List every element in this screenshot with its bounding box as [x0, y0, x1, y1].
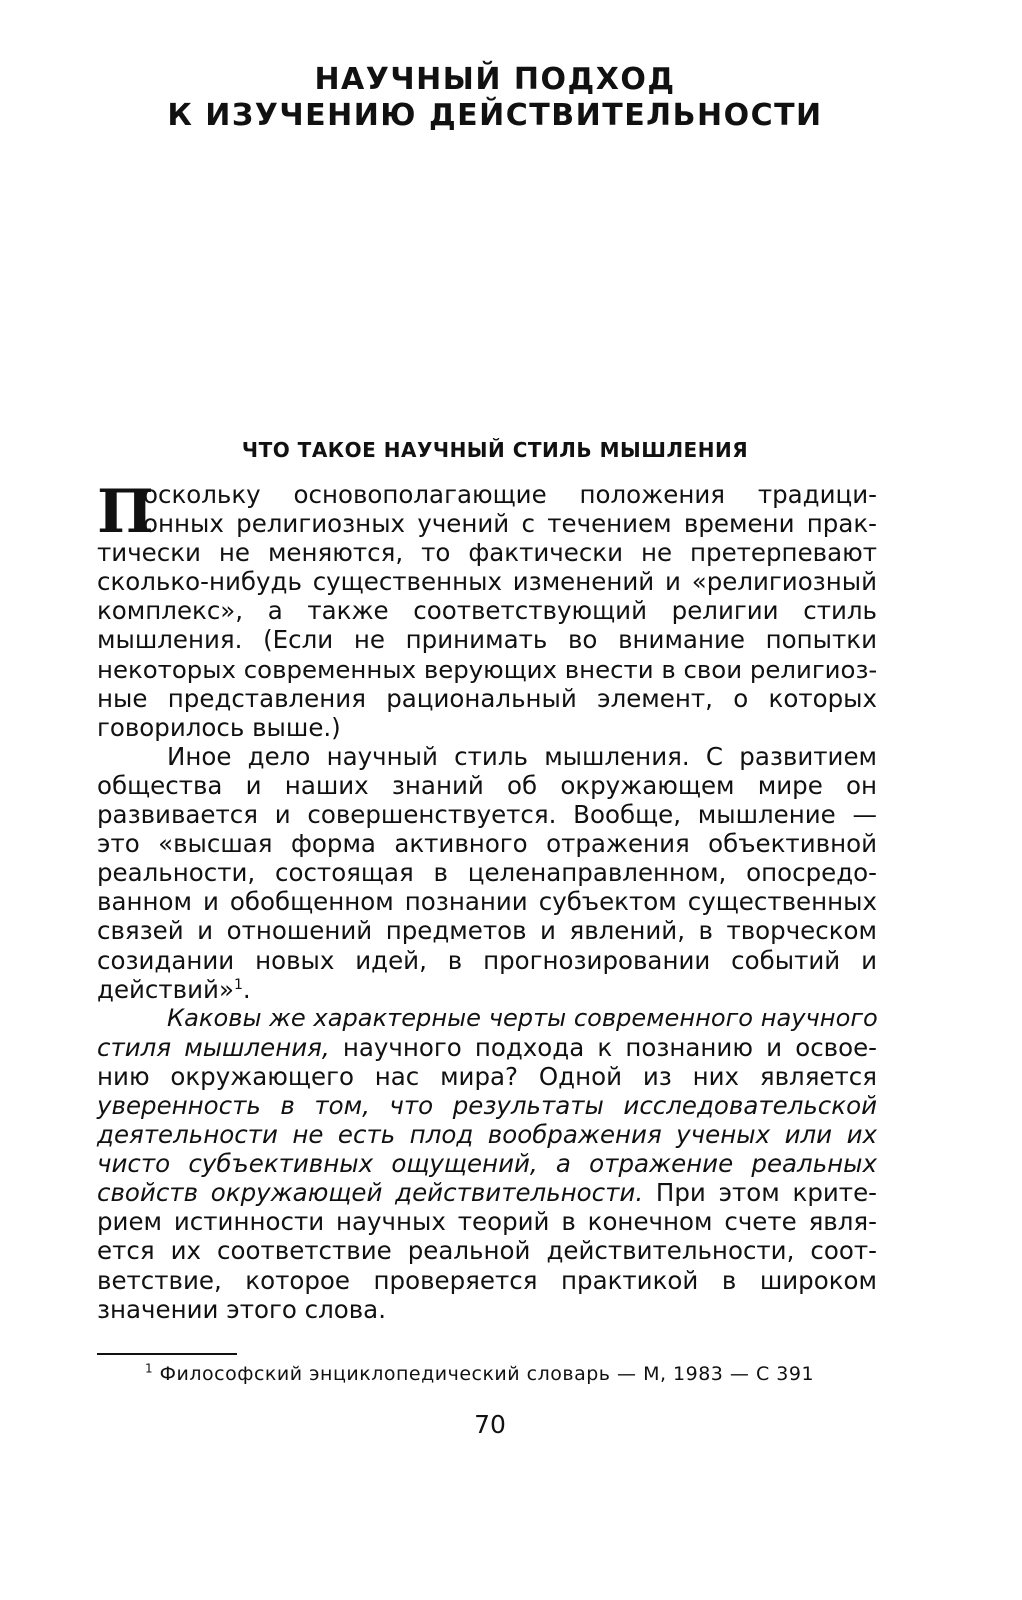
- footnote-reference[interactable]: 1: [233, 976, 243, 993]
- text-line: тически не меняются, то фактически не претерпевают: [97, 538, 877, 568]
- text-line: это «высшая форма активного отражения объективной: [97, 829, 877, 859]
- italic-text: стиля мышления,: [97, 1032, 330, 1062]
- italic-text: деятельности не есть плод воображения ученых или их: [97, 1120, 877, 1150]
- page-number: 70: [474, 1410, 506, 1439]
- text-line: мышления. (Если не принимать во внимание попытки: [97, 625, 877, 655]
- footnote-text: Философский энциклопедический словарь — М, 1983 — С 391: [153, 1363, 815, 1385]
- text-line: связей и отношений предметов и явлений, в творческом: [97, 916, 877, 946]
- text-line: [97, 1033, 877, 1062]
- chapter-title: [95, 62, 895, 134]
- italic-text: свойств окружающей действительности.: [97, 1178, 644, 1208]
- footnote-divider: [97, 1353, 237, 1355]
- text-line: реальности, состоящая в целенаправленном, опосредо-: [97, 858, 877, 888]
- text-line: ванном и обобщенном познании субъектом существенных: [97, 887, 877, 917]
- text-line: [97, 1178, 877, 1207]
- text-line: [97, 1120, 877, 1149]
- text-line: значении этого слова.: [97, 1294, 386, 1324]
- text-line: [97, 1091, 877, 1120]
- chapter-title-line-1: НАУЧНЫЙ ПОДХОД: [314, 62, 676, 97]
- text-line: Иное дело научный стиль мышления. С развитием: [167, 741, 877, 771]
- text-line: [97, 975, 877, 1004]
- text-line: ные представления рациональный элемент, о которых: [97, 683, 877, 713]
- text-line: [97, 1004, 877, 1033]
- text-line: ется их соответствие реальной действительности, соот-: [97, 1236, 877, 1266]
- text-span: При этом крите-: [643, 1178, 877, 1208]
- text-line: онных религиозных учений с течением времени прак-: [143, 509, 877, 539]
- italic-text: уверенность в том, что результаты исследовательской: [97, 1090, 877, 1120]
- italic-text: чисто субъективных ощущений, а отражение реальных: [97, 1149, 877, 1179]
- italic-text: Каковы же характерные черты современного научного: [167, 1003, 878, 1032]
- text-span: .: [242, 974, 251, 1004]
- text-line: некоторых современных верующих внести в свои религиоз-: [97, 654, 878, 684]
- chapter-title-line-2: К ИЗУЧЕНИЮ ДЕЙСТВИТЕЛЬНОСТИ: [167, 98, 823, 133]
- text-line: нию окружающего нас мира? Одной из них является: [97, 1061, 877, 1091]
- text-line: сколько-нибудь существенных изменений и «религиозный: [97, 567, 877, 597]
- text-line: общества и наших знаний об окружающем мире он: [97, 770, 877, 800]
- text-span: научного подхода к познанию и освое-: [329, 1032, 878, 1062]
- paragraph-3: [97, 1004, 877, 1324]
- footnote-marker: 1: [145, 1361, 154, 1376]
- text-span: действий»: [97, 974, 234, 1004]
- text-line: говорилось выше.): [97, 712, 341, 742]
- text-line: рием истинности научных теорий в конечном счете явля-: [97, 1207, 877, 1237]
- paragraph-1: [97, 477, 878, 742]
- text-line: [97, 1149, 877, 1178]
- section-title: ЧТО ТАКОЕ НАУЧНЫЙ СТИЛЬ МЫШЛЕНИЯ: [241, 438, 749, 462]
- text-line: развивается и совершенствуется. Вообще, мышление —: [97, 800, 877, 830]
- text-line: комплекс», а также соответствующий религии стиль: [97, 596, 877, 626]
- footnote: [145, 1363, 885, 1385]
- paragraph-2: [97, 742, 877, 1004]
- body-text: [97, 477, 878, 1324]
- text-line: оскольку основополагающие положения традици-: [143, 480, 877, 509]
- text-line: ветствие, которое проверяется практикой в широком: [97, 1265, 877, 1295]
- text-line: созидании новых идей, в прогнозировании событий и: [97, 945, 877, 975]
- drop-cap: П: [97, 477, 154, 547]
